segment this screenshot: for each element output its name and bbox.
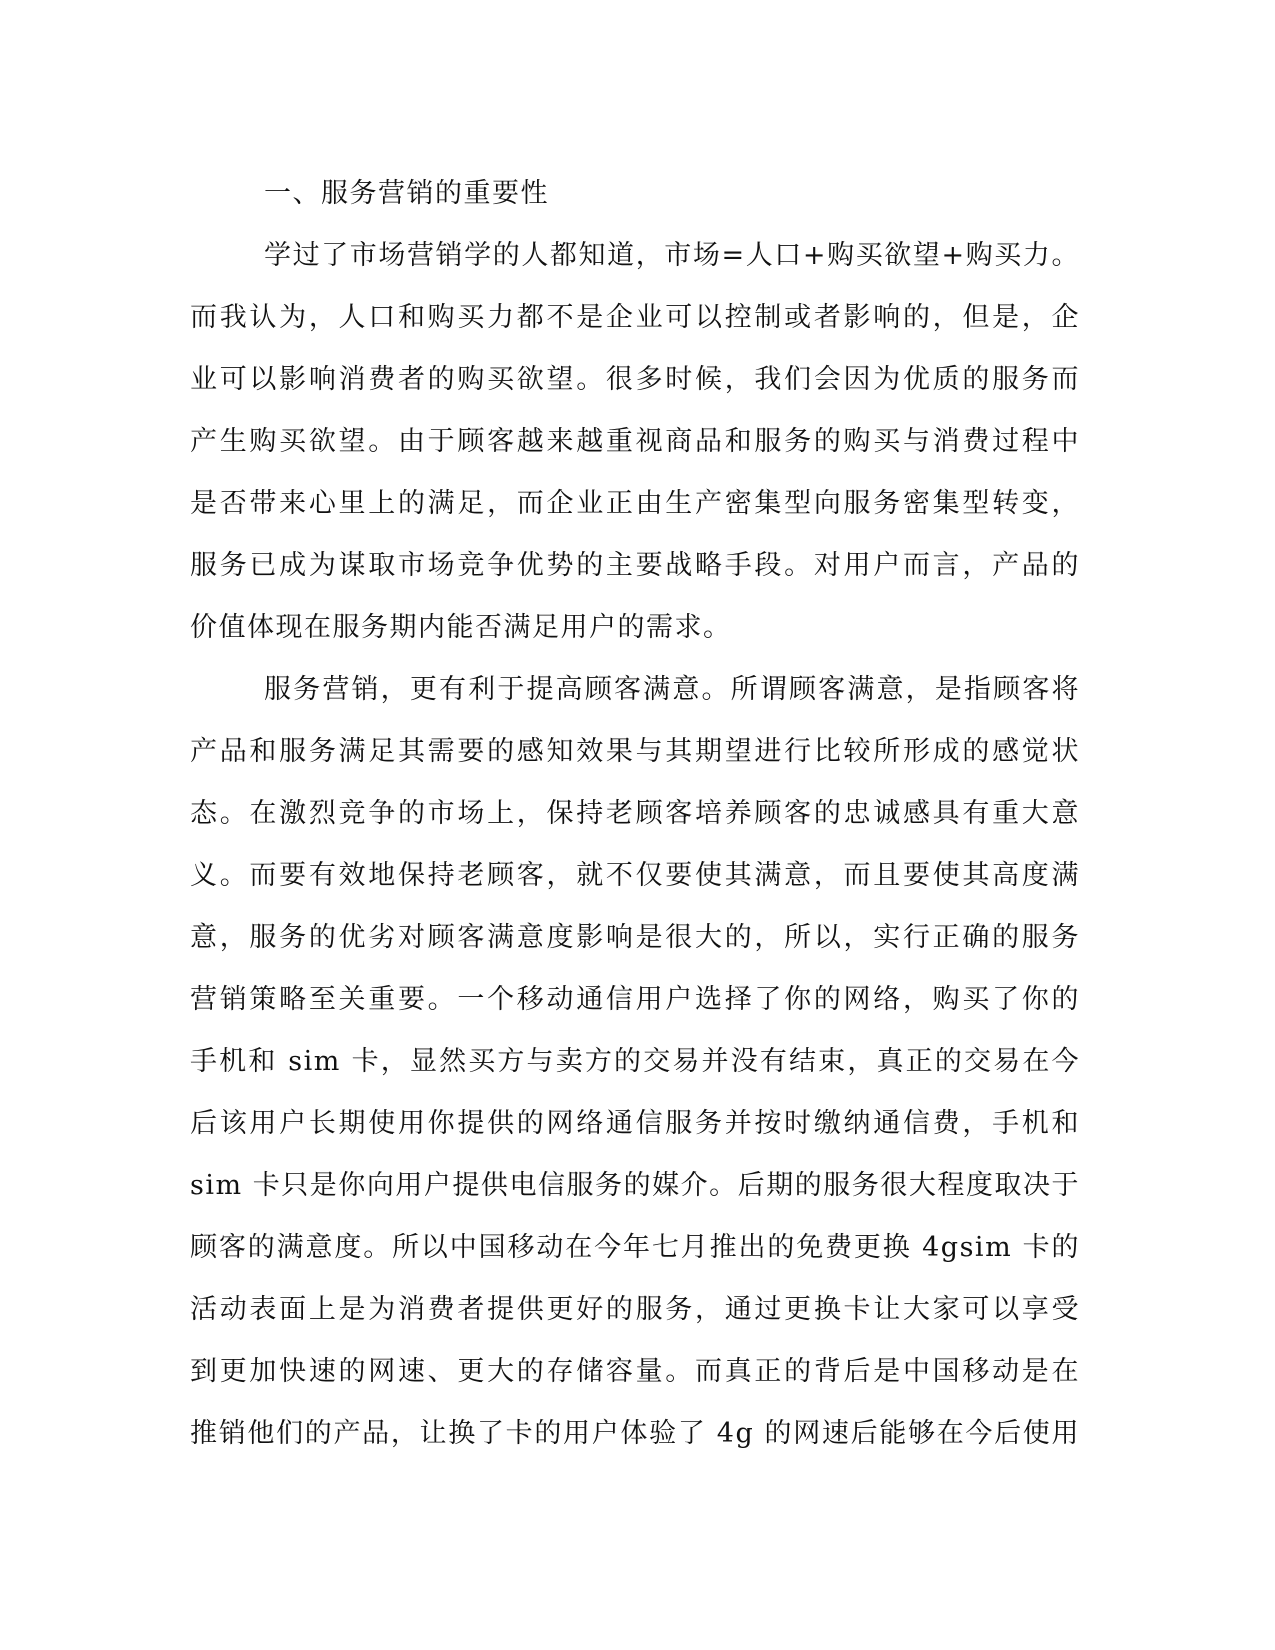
paragraph-line: 活动表面上是为消费者提供更好的服务，通过更换卡让大家可以享受 <box>190 1294 1080 1325</box>
paragraph-line: 学过了市场营销学的人都知道，市场=人口+购买欲望+购买力。 <box>264 240 1080 271</box>
paragraph-line: 产生购买欲望。由于顾客越来越重视商品和服务的购买与消费过程中 <box>190 426 1080 457</box>
paragraph-line: 推销他们的产品，让换了卡的用户体验了 4g 的网速后能够在今后使用 <box>190 1418 1080 1449</box>
paragraph-line: sim 卡只是你向用户提供电信服务的媒介。后期的服务很大程度取决于 <box>190 1170 1080 1201</box>
paragraph-line: 意，服务的优劣对顾客满意度影响是很大的，所以，实行正确的服务 <box>190 922 1080 953</box>
paragraph-line: 到更加快速的网速、更大的存储容量。而真正的背后是中国移动是在 <box>190 1356 1080 1387</box>
paragraph-line: 业可以影响消费者的购买欲望。很多时候，我们会因为优质的服务而 <box>190 364 1080 395</box>
paragraph-line: 而我认为，人口和购买力都不是企业可以控制或者影响的，但是，企 <box>190 302 1080 333</box>
paragraph-importance <box>190 225 1080 659</box>
paragraph-line: 后该用户长期使用你提供的网络通信服务并按时缴纳通信费，手机和 <box>190 1108 1080 1139</box>
paragraph-line: 态。在激烈竞争的市场上，保持老顾客培养顾客的忠诚感具有重大意 <box>190 798 1080 829</box>
paragraph-line: 顾客的满意度。所以中国移动在今年七月推出的免费更换 4gsim 卡的 <box>190 1232 1080 1263</box>
paragraph-line: 手机和 sim 卡，显然买方与卖方的交易并没有结束，真正的交易在今 <box>190 1046 1080 1077</box>
paragraph-line: 价值体现在服务期内能否满足用户的需求。 <box>190 612 732 643</box>
section-heading: 一、服务营销的重要性 <box>264 178 549 209</box>
paragraph-satisfaction <box>190 659 1080 1465</box>
paragraph-line: 服务营销，更有利于提高顾客满意。所谓顾客满意，是指顾客将 <box>264 674 1080 705</box>
paragraph-line: 是否带来心里上的满足，而企业正由生产密集型向服务密集型转变， <box>190 488 1080 519</box>
paragraph-line: 义。而要有效地保持老顾客，就不仅要使其满意，而且要使其高度满 <box>190 860 1080 891</box>
document-body <box>190 163 1080 1465</box>
paragraph-line: 营销策略至关重要。一个移动通信用户选择了你的网络，购买了你的 <box>190 984 1080 1015</box>
paragraph-line: 服务已成为谋取市场竞争优势的主要战略手段。对用户而言，产品的 <box>190 550 1080 581</box>
paragraph-line: 产品和服务满足其需要的感知效果与其期望进行比较所形成的感觉状 <box>190 736 1080 767</box>
